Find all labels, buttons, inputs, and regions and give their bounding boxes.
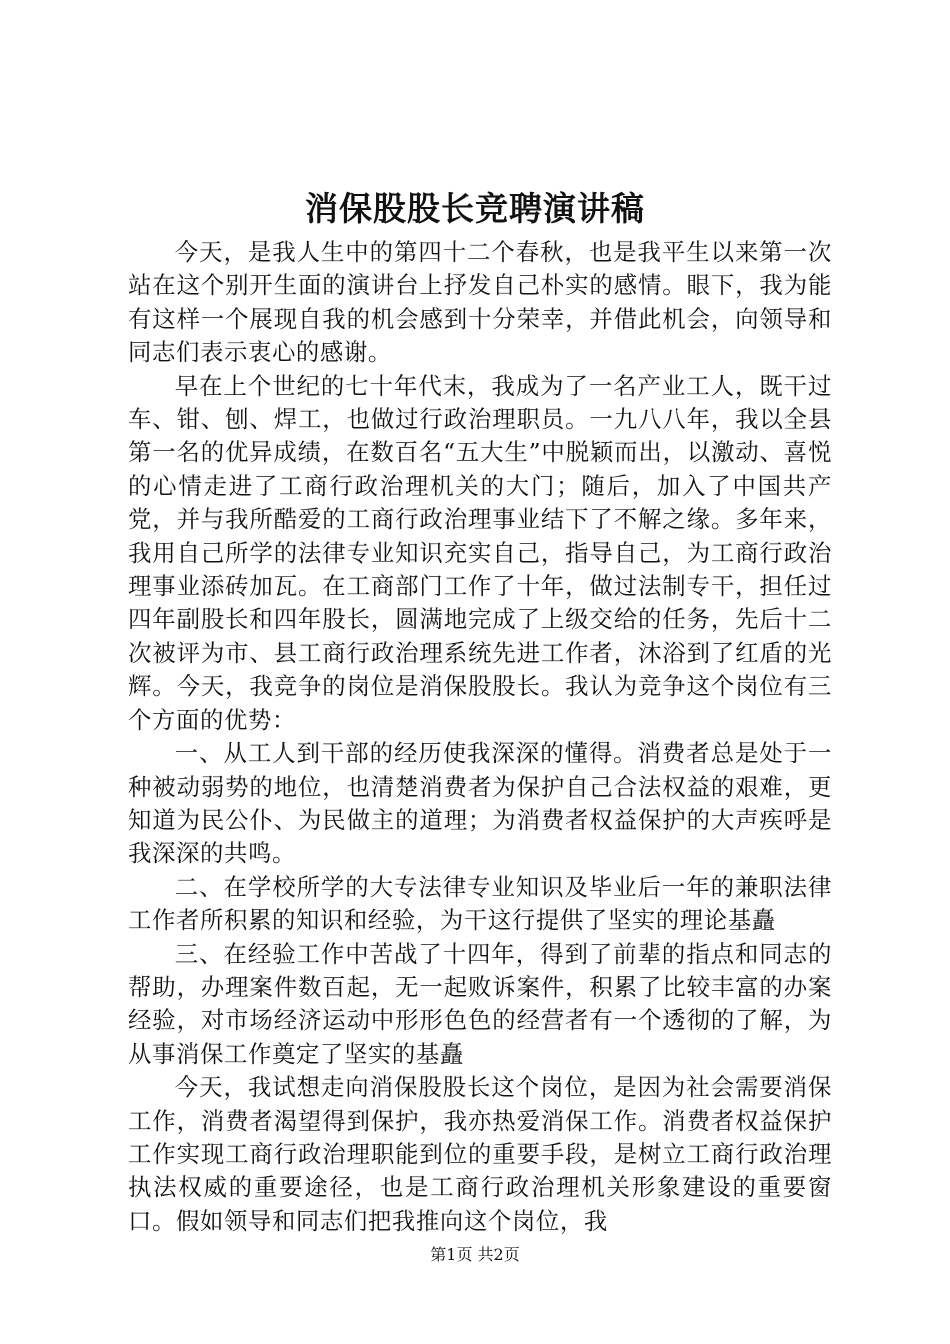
paragraph-2: 早在上个世纪的七十年代末，我成为了一名产业工人，既干过车、钳、刨、焊工，也做过行政治理职员。一九八八年，我以全县第一名的优异成绩，在数百名“五大生”中脱颖而出，以激动、喜悦的心情走进了工商行政治理机关的大门；随后，加入了中国共产党，并与我所酷爱的工商行政治理事业结下了不解之缘。多年来，我用自己所学的法律专业知识充实自己，指导自己，为工商行政治理事业添砖加瓦。在工商部门工作了十年，做过法制专干，担任过四年副股长和四年股长，圆满地完成了上级交给的任务，先后十二次被评为市、县工商行政治理系统先进工作者，沐浴到了红盾的光辉。今天，我竞争的岗位是消保股股长。我认为竞争这个岗位有三个方面的优势：: [128, 371, 832, 734]
page-footer: 第1页 共2页: [430, 1245, 520, 1264]
paragraph-4: 二、在学校所学的大专法律专业知识及毕业后一年的兼职法律工作者所积累的知识和经验，为干这行提供了坚实的理论基矗: [128, 872, 832, 935]
document-body: [128, 236, 832, 1238]
paragraph-1: 今天，是我人生中的第四十二个春秋，也是我平生以来第一次站在这个别开生面的演讲台上抒发自己朴实的感情。眼下，我为能有这样一个展现自我的机会感到十分荣幸，并借此机会，向领导和同志们表示衷心的感谢。: [128, 238, 832, 367]
paragraph-5: 三、在经验工作中苦战了十四年，得到了前辈的指点和同志的帮助，办理案件数百起，无一起败诉案件，积累了比较丰富的办案经验，对市场经济运动中形形色色的经营者有一个透彻的了解，为从事消保工作奠定了坚实的基矗: [128, 939, 832, 1068]
paragraph-6: 今天，我试想走向消保股股长这个岗位，是因为社会需要消保工作，消费者渴望得到保护，我亦热爱消保工作。消费者权益保护工作实现工商行政治理职能到位的重要手段，是树立工商行政治理执法权威的重要途径，也是工商行政治理机关形象建设的重要窗口。假如领导和同志们把我推向这个岗位，我: [128, 1073, 832, 1235]
paragraph-3: 一、从工人到干部的经历使我深深的懂得。消费者总是处于一种被动弱势的地位，也清楚消费者为保护自己合法权益的艰难，更知道为民公仆、为民做主的道理；为消费者权益保护的大声疾呼是我深深的共鸣。: [128, 739, 832, 868]
document-title: 消保股股长竞聘演讲稿: [305, 189, 645, 228]
